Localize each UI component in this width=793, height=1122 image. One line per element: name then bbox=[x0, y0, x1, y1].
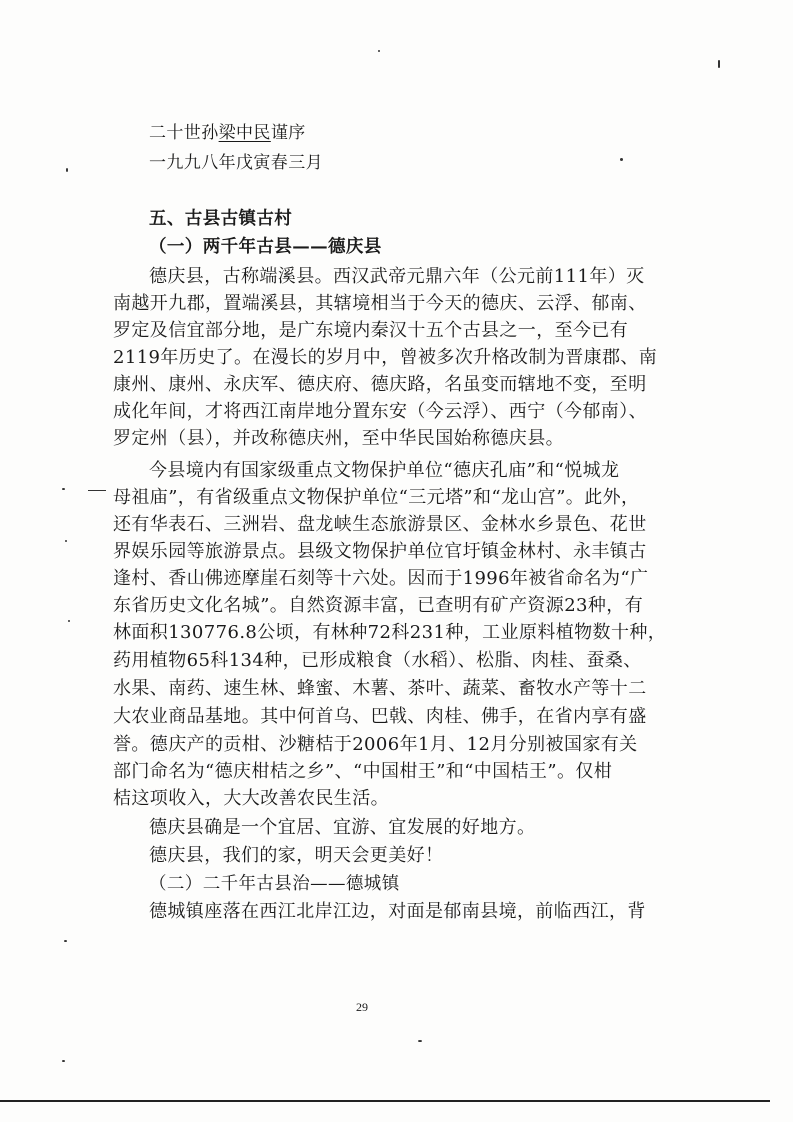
body-line: 还有华表石、三洲岩、盘龙峡生态旅游景区、金林水乡景色、花世 bbox=[113, 514, 647, 535]
scan-speck bbox=[620, 158, 623, 161]
signature-prefix: 二十世孙 bbox=[149, 123, 219, 143]
body-line: 成化年间，才将西江南岸地分置东安（今云浮）、西宁（今郁南）、 bbox=[113, 401, 647, 422]
body-line: 东省历史文化名城”。自然资源丰富，已查明有矿产资源23种，有 bbox=[113, 595, 644, 616]
body-line: 林面积130776.8公顷，有林种72科231种，工业原料植物数十种， bbox=[113, 622, 667, 643]
body-line: 罗定及信宜部分地，是广东境内秦汉十五个古县之一，至今已有 bbox=[113, 320, 629, 341]
signature-name: 梁中民 bbox=[218, 123, 271, 143]
body-line: 母祖庙”，有省级重点文物保护单位“三元塔”和“龙山宫”。此外， bbox=[113, 487, 640, 508]
body-line: 部门命名为“德庆柑桔之乡”、“中国柑王”和“中国桔王”。仅柑 bbox=[113, 761, 613, 782]
body-line: 逢村、香山佛迹摩崖石刻等十六处。因而于1996年被省命名为“广 bbox=[113, 568, 649, 589]
body-line: 德庆县，我们的家，明天会更美好！ bbox=[149, 845, 444, 866]
preface-date: 一九九八年戊寅春三月 bbox=[149, 153, 323, 173]
scan-speck bbox=[65, 540, 67, 542]
scan-speck bbox=[378, 50, 380, 52]
body-line: 罗定州（县），并改称德庆州，至中华民国始称德庆县。 bbox=[113, 428, 564, 449]
page-number: 29 bbox=[356, 1000, 368, 1014]
body-line: 水果、南药、速生林、蜂蜜、木薯、茶叶、蔬菜、畜牧水产等十二 bbox=[113, 678, 647, 699]
scan-speck bbox=[718, 60, 720, 68]
body-line: 大农业商品基地。其中何首乌、巴戟、肉桂、佛手，在省内享有盛 bbox=[113, 706, 647, 727]
preface-signature bbox=[149, 120, 306, 146]
scan-speck bbox=[64, 940, 67, 942]
subsection-1-title: （一）两千年古县——德庆县 bbox=[149, 237, 382, 257]
body-line: 南越开九郡，置端溪县，其辖境相当于今天的德庆、云浮、郁南、 bbox=[113, 293, 647, 314]
signature-suffix: 谨序 bbox=[270, 123, 306, 143]
body-line: 德庆县确是一个宜居、宜游、宜发展的好地方。 bbox=[149, 817, 536, 838]
body-line: 界娱乐园等旅游景点。县级文物保护单位官圩镇金林村、永丰镇古 bbox=[113, 541, 647, 562]
body-line: 今县境内有国家级重点文物保护单位“德庆孔庙”和“悦城龙 bbox=[149, 460, 620, 481]
body-line: 誉。德庆产的贡柑、沙糖桔于2006年1月、12月分别被国家有关 bbox=[113, 734, 638, 755]
body-line: 德庆县，古称端溪县。西汉武帝元鼎六年（公元前111年）灭 bbox=[149, 266, 645, 287]
scan-speck bbox=[62, 1060, 65, 1062]
scan-speck bbox=[66, 168, 68, 172]
subsection-2-title: （二）二千年古县治——德城镇 bbox=[149, 874, 400, 894]
body-line: 2119年历史了。在漫长的岁月中，曾被多次升格改制为晋康郡、南 bbox=[113, 347, 658, 368]
scan-speck bbox=[62, 488, 65, 490]
section-title: 五、古县古镇古村 bbox=[149, 209, 293, 229]
body-line: 桔这项收入，大大改善农民生活。 bbox=[113, 788, 389, 809]
body-line: 德城镇座落在西江北岸江边，对面是郁南县境，前临西江，背 bbox=[149, 901, 646, 922]
scan-speck bbox=[418, 1040, 422, 1042]
scan-speck bbox=[68, 620, 70, 622]
scan-speck bbox=[88, 490, 106, 491]
body-line: 药用植物65科134种，已形成粮食（水稻）、松脂、肉桂、蚕桑、 bbox=[113, 650, 642, 671]
footer-rule bbox=[0, 1100, 770, 1102]
body-line: 康州、康州、永庆军、德庆府、德庆路，名虽变而辖地不变，至明 bbox=[113, 374, 647, 395]
